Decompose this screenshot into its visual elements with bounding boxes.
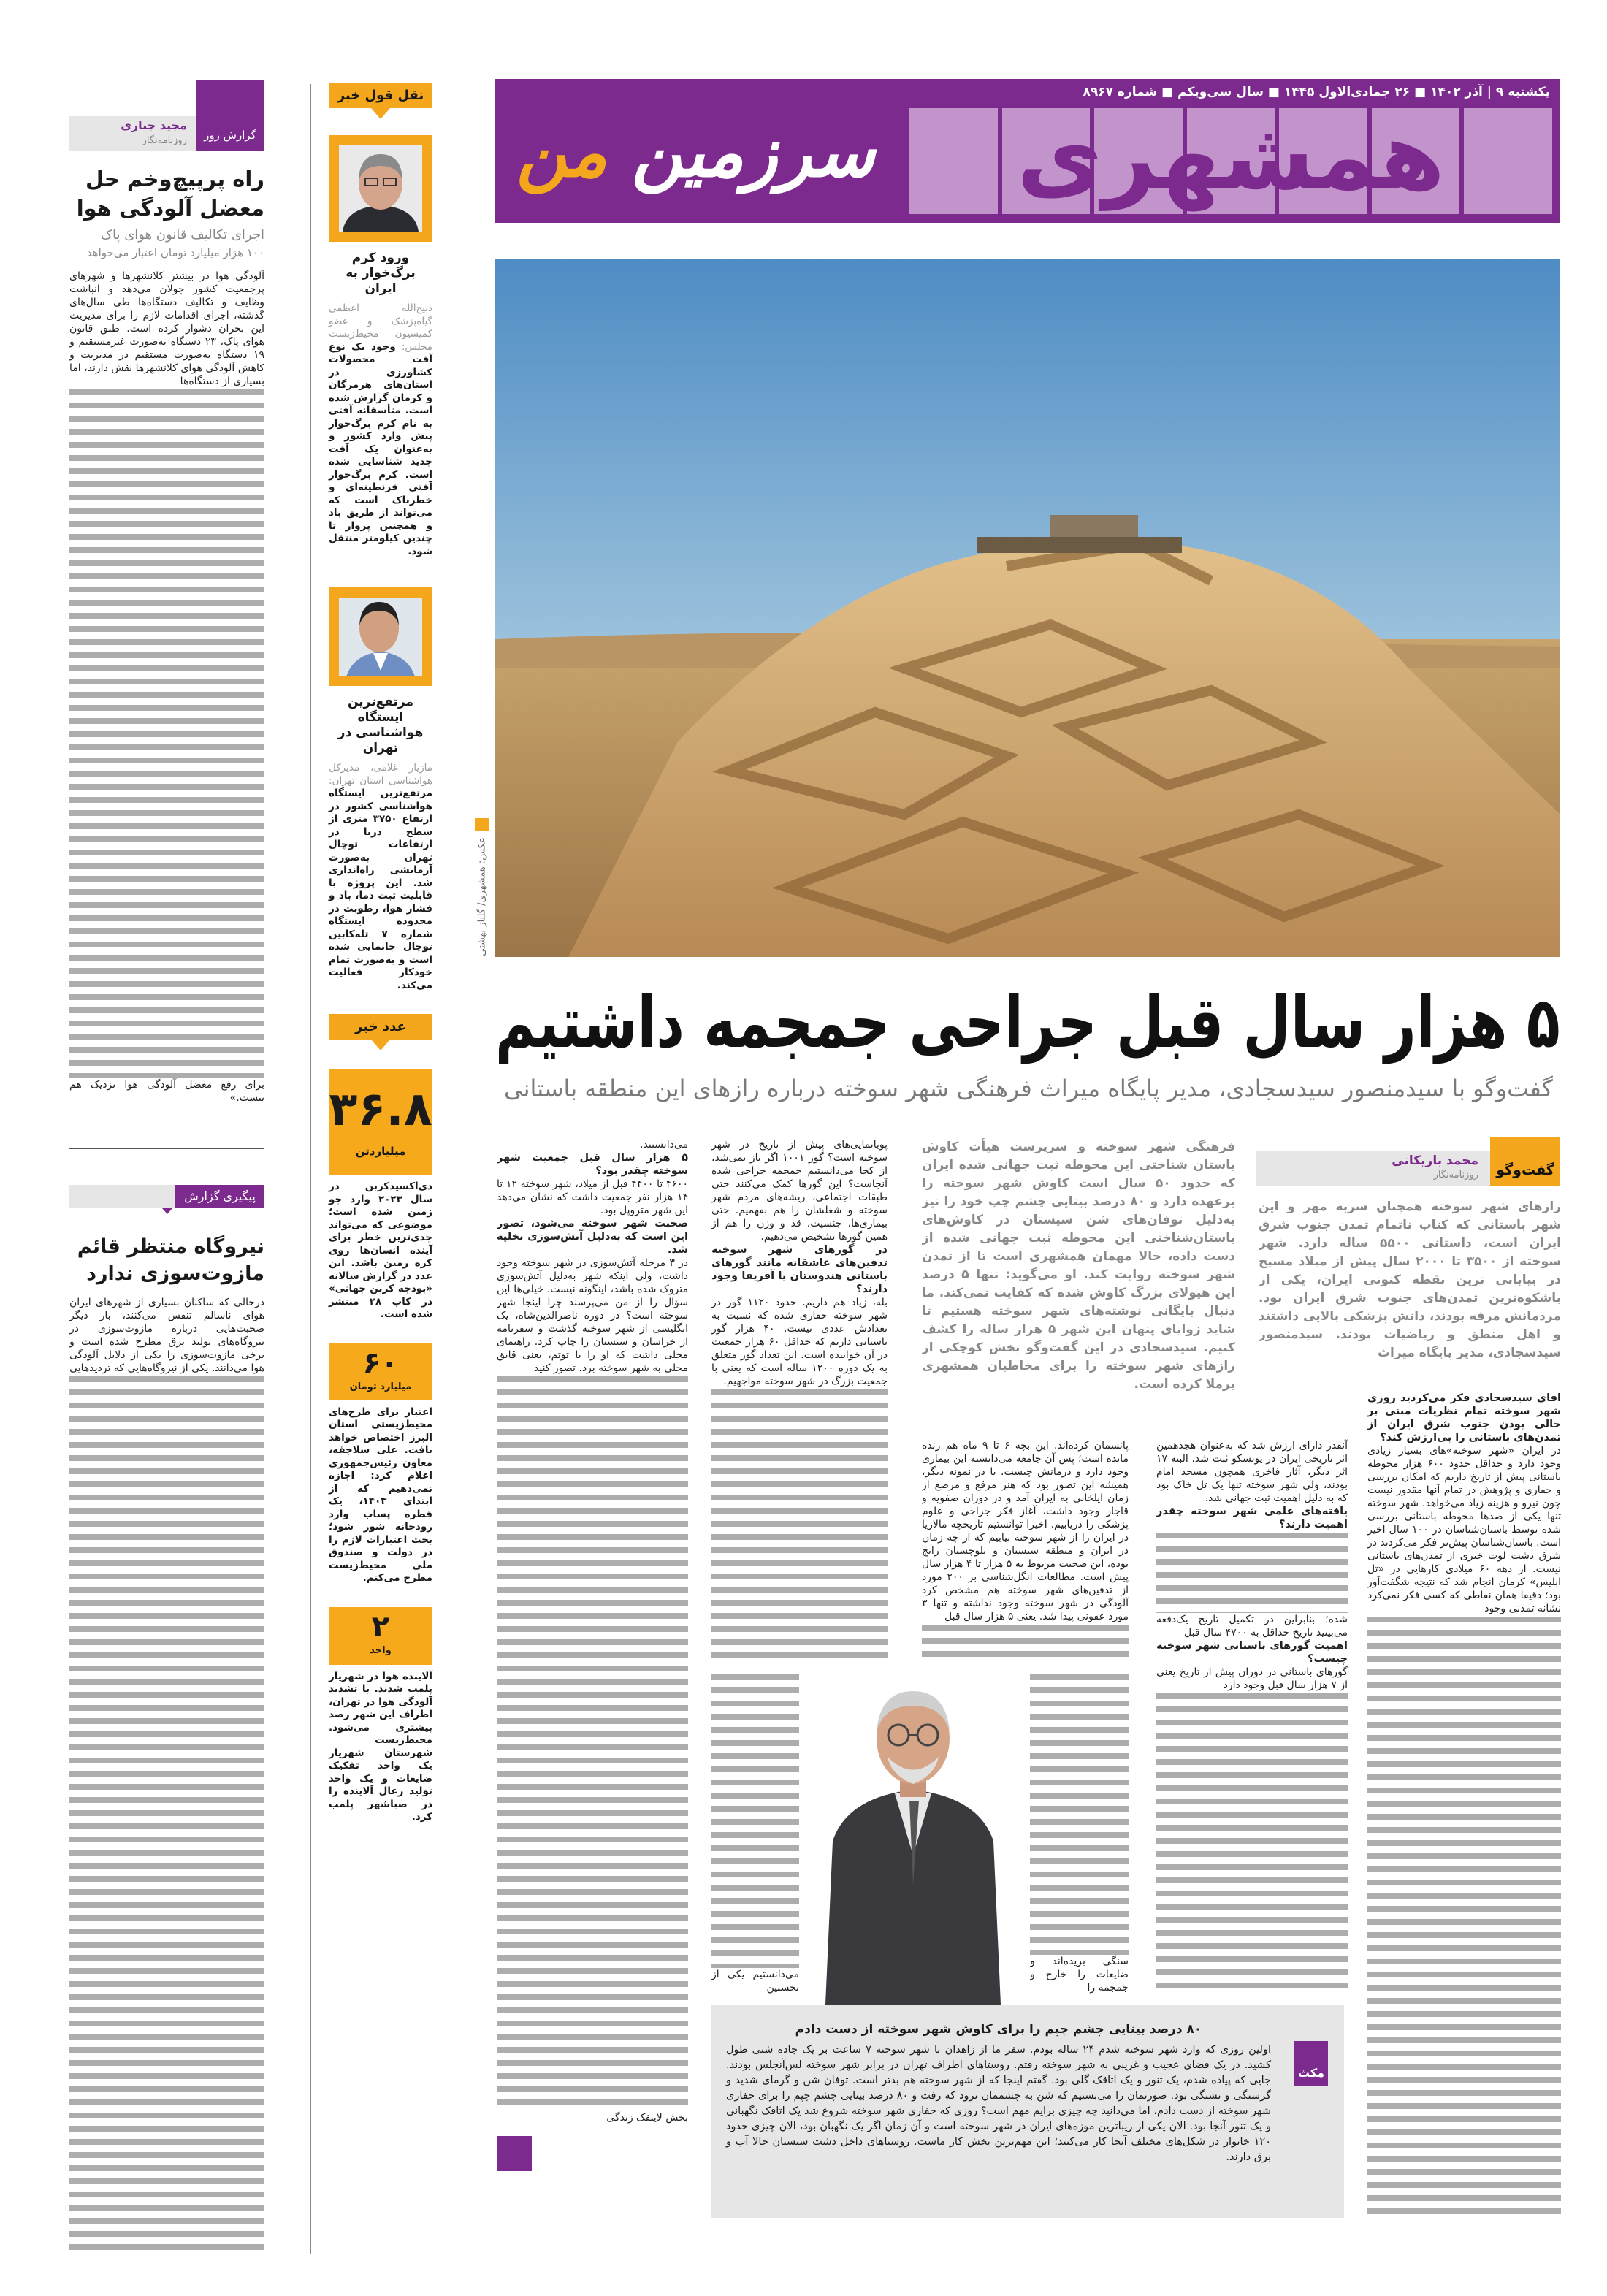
number-text-3: آلاینده هوا در شهریار پلمب شدند. با تشدید آلودگی هوا در تهران، اطراف این شهر رصد بیشتری می‌شود. محیط‌زیست شهرستان شهریار یک واحد تفکیک ضایعات و یک واحد تولید زغال آلاینده را در صباشهر پلمب کرد. [329,1670,432,1823]
quote-headline-2: مرتفع‌ترین ایستگاه هواشناسی در تهران [337,695,424,755]
number-value: ۶۰ [362,1346,399,1380]
article-column-4-narrow [711,1673,799,1994]
quotes-label: نقل قول خبر [329,83,432,108]
section-tag-daily-report: گزارش روز [196,80,264,151]
speaker-photo-1 [329,135,432,242]
answer: می‌دانستند. [640,1139,688,1151]
text-continuation [1156,1533,1348,1613]
divider [69,1148,264,1149]
quote-body: مرتفع‌ترین ایستگاه هواشناسی کشور در ارتفاع ۳۷۵۰ متری از سطح دریا در ارتفاعات توچال تهران به‌صورت آزمایشی راه‌اندازی شد. این پروژه با قابلیت ثبت دما، باد و فشار هوا، رطوبت در محدوده ایستگاه شماره ۷ تله‌کابین توچال جانمایی شده است و به‌صورت تمام خودکار فعالیت می‌کند. [329,787,432,991]
main-headline: ۵ هزار سال قبل جراحی جمجمه داشتیم [495,982,1560,1064]
report-paragraph: آلودگی هوا در بیشتر کلانشهرها و شهرهای پرجمعیت کشور جولان می‌دهد و انباشت وظایف و تکالیف دستگاه‌ها طی سال‌های گذشته، اجرای اقدامات لازم را برای مدیریت این بحران دشوار کرده است. طبق قانون هوای پاک، ۲۳ دستگاه به‌صورت غیرمستقیم و ۱۹ دستگاه به‌صورت مستقیم در مدیریت و کاهش آلودگی هوای کلانشهرها نقش دارند، اما بسیاری از دستگاه‌ها [69,270,264,387]
column-tail: سنگی بریده‌اند و ضایعات را خارج و جمجمه را [1030,1956,1129,1994]
main-headline-box [495,975,1560,1070]
report-subtitle-2: ۱۰۰ هزار میلیارد تومان اعتبار می‌خواهد [86,246,264,259]
daily-report [69,164,264,1105]
article-column-2 [1156,1439,1348,1994]
tag-bar [69,1185,175,1208]
lead-text-1: رازهای شهر سوخته همچنان سربه مهر و این شهر باستانی که کتاب ناتمام تمدن جنوب شرق ایران است، داستانی ۵۵۰۰ ساله دارد. شهر سوخته از ۳۵۰۰ تا ۲۰۰۰ سال پیش از میلاد مسیح در بیابانی ترین نقطه کنونی ایران، یکی از باشکوه‌ترین تمدن‌های جنوب شرق ایران بود. مردمانش مرفه بودند، دانش پزشکی بالایی داشتند و اهل منطق و ریاضیات بودند. سیدمنصور سیدسجادی، مدیر پایگاه میراث [1259,1200,1561,1360]
number-box-1 [329,1069,432,1175]
date-line [995,85,1550,99]
answer: در ۳ مرحله آتش‌سوزی در شهر سوخته وجود داشت، ولی اینکه شهر به‌دلیل آتش‌سوزی متروک شده باشد، اینگونه نیست. خیلی‌ها این سؤال را از من می‌پرسند چرا اینجا شهر سوخته است؟ در دوره ناصرالدین‌شاه، یک انگلیسی از شهر سوخته گذشت و سفرنامه از خراسان و سیستان را چاپ کرد. راهنمای محلی داشت که او را با توتم، یعنی قایق محلی به شهر سوخته برد. تصور کنید [497,1257,688,1374]
number-box-3 [329,1607,432,1665]
lead-paragraph-2 [922,1138,1235,1430]
lead-text-2: فرهنگی شهر سوخته و سرپرست هیأت کاوش باستان شناختی این محوطه ثبت جهانی شده ایران که حدود ۵۰ سال است کاوش شهر سوخته را برعهده دارد و ۸۰ درصد بینایی چشم چپ خود را نیز به‌دلیل توفان‌های شن سیستان در کاوش‌های باستان‌شناختی این محوطه ثبت جهانی شده از دست داده، حالا مهمان همشهری است تا از تمدن شهر سوخته روایت کند. او می‌گوید: تنها ۵ درصد این هیولای بزرگ کاوش شده که کفایت نمی‌کند. ما دنبال بایگانی نوشته‌های شهر سوخته هستیم تا شاید زوایای پنهان این شهر ۵ هزار ساله را کشف کنیم. سیدسجادی در این گفت‌وگو بخش کوچکی از رازهای شهر سوخته را برای مخاطبان همشهری برملا کرده است. [922,1140,1235,1392]
article-column-3-narrow [1030,1673,1129,1994]
answer: ۴۶۰۰ تا ۴۴۰۰ قبل از میلاد، شهر سوخته ۱۲ تا ۱۴ هزار نفر جمعیت داشت که نشان می‌دهد این شهر متروپل بود. [497,1178,688,1216]
number-box-2 [329,1343,432,1400]
speaker-photo-2 [329,587,432,686]
answer: گورهای باستانی در دوران پیش از تاریخ یعنی از ۷ هزار سال قبل وجود دارد [1156,1666,1348,1691]
followup-paragraph: درحالی که ساکنان بسیاری از شهرهای ایران هوای ناسالم تنفس می‌کنند، بار دیگر صحبت‌هایی درباره مازوت‌سوزی در نیروگاه‌های تولید برق مطرح شده است و برخی مازوت‌سوزی را یکی از دلایل آلودگی هوا می‌دانند. یکی از نیروگاه‌هایی که تردیدهایی [69,1297,264,1374]
author-role: روزنامه‌نگار [142,135,187,146]
photo-credit-text: عکس: همشهری/ گلناز بهشتی [476,837,488,956]
main-subtitle: گفت‌وگو با سیدمنصور سیدسجادی، مدیر پایگاه میراث فرهنگی شهر سوخته درباره رازهای این منطقه باستانی [504,1075,1553,1102]
report-headline: راه پرپیچ‌وخم حل معضل آلودگی هوا [76,167,264,221]
answer: پانسمان کرده‌اند. این بچه ۶ تا ۹ ماه هم زنده مانده است؛ پس آن جامعه می‌دانسته این بیماری وجود دارد و درمانش چیست. یا در نمونه دیگر، همیشه این تصور بود که هنر مرقع و مرصع از زمان ایلخانی به ایران آمد و در دوران صفویه و قاجار وجود داشت، آغاز فکر جراحی و علوم پزشکی را دریابیم. اخیرا توانستیم تاریخچه مالاریا در ایران را از شهر سوخته بیابیم که از چه زمان در ایران و منطقه سیستان و بلوچستان رایج بوده، این صحبت مربوط به ۵ هزار تا ۴ هزار سال پیش است. مطالعات انگل‌شناسی بر ۲۰۰ مورد از تدفین‌های شهر سوخته هم مشخص کرد آلودگی در شهر سوخته وجود نداشته و تنها ۳ مورد عفونی پیدا شد. یعنی ۵ هزار سال قبل [922,1440,1129,1622]
text-continuation [69,389,264,1078]
column-tail: بخش لاینفک زندگی [606,2112,688,2124]
byline-bar [69,116,196,151]
answer: شده؛ بنابراین در تکمیل تاریخ یک‌دفعه می‌بینید تاریخ حداقل به ۴۷۰۰ سال قبل [1156,1614,1348,1639]
number-unit: میلیاردتن [355,1145,406,1158]
masthead [495,79,1560,223]
sidebar-body: اولین روزی که وارد شهر سوخته شدم ۲۴ ساله بودم. سفر ما از زاهدان تا شهر سوخته ۷ ساعت بر یک جاده شنی طول کشید. در یک فضای عجیب و غریبی به شهر سوخته رفتم. روستاهای اطراف تهران در برابر شهر سوخته لس‌آنجلس بودند. جایی که پیاده شدم، یک تنور و یک اتاقک گلی بود. گفتم اینجا که از شهر سوخته هم بدتر است. توفان شن و گرمای شدید و گرسنگی و تشنگی بود. صورتمان را می‌بستیم که شن به چشممان نرود که رفت و ۸۰ درصد بینایی چشم چپم را برای حفاری شهر سوخته از دست دادم، اما می‌دانید چه چیزی برایم مهم است؟ روزی که حفاری شهر سوخته شروع شد یک اتاقک نگهبانی و یک تنور آنجا بود. الان یکی از زیباترین موزه‌های ایران در شهر سوخته است و آن زمان اگر یک نگهبان بود، الان چیزی حدود ۱۲۰ خانوار در شکل‌های مختلف آنجا کار می‌کنند؛ این مهم‌ترین بخش کار ماست. روستاهای داخل دشت سیستان حالا آب و برق دارند. [726,2044,1271,2163]
answer: بله، زیاد هم داریم. حدود ۱۱۲۰ گور در شهر سوخته حفاری شده که نسبت به تعدادش عددی نیست. ۴۰ هزار گور باستانی داریم که حداقل ۶۰ هزار جمعیت در آن خوابیده است. این تعداد گور متعلق به یک دوره ۱۲۰۰ ساله است که یعنی با جمعیت بزرگ در شهر سوخته مواجهیم. [711,1297,888,1387]
text-continuation [711,1389,888,1658]
report-ending: برای رفع معضل آلودگی هوا نزدیک هم نیست.» [69,1079,264,1104]
number-value: ۲ [371,1609,390,1644]
author-name: مجید جباری [121,118,187,132]
number-text-1: دی‌اکسیدکربن در سال ۲۰۲۳ وارد جو زمین شده است؛ موضوعی که می‌تواند جدی‌ترین خطر برای آینده انسان‌ها روی کره زمین باشد. این عدد در گزارش سالانه «بودجه کربن جهانی» در کاپ ۲۸ منتشر شده است. [329,1181,433,1320]
sidebar-box [711,2005,1344,2218]
column-tail: می‌دانستیم یکی از نخستین [711,1969,799,1994]
date-line-text: یکشنبه ۹ | آذر ۱۴۰۲ ■ ۲۶ جمادی‌الاول ۱۴۴۵ ■ سال سی‌ویکم ■ شماره ۸۹۶۷ [1083,85,1550,99]
quote-text-1 [329,302,432,558]
byline-bar [1256,1151,1490,1186]
answer: آنقدر دارای ارزش شد که به‌عنوان هجدهمین اثر تاریخی ایران در یونسکو ثبت شد. البته ۱۷ اثر دیگر، آثار فاخری همچون مسجد امام بودند، ولی شهر سوخته تنها یک تل خاک بود که به دلیل اهمیت ثبت جهانی شد. [1156,1440,1348,1504]
section-tag-interview: گفت‌وگو [1490,1137,1560,1186]
newspaper-logo: همشهری [1016,102,1446,211]
lead-paragraph-1 [1259,1198,1561,1384]
question: یافته‌های علمی شهر سوخته چقدر اهمیت دارند؟ [1156,1506,1348,1530]
text-continuation [711,1674,799,1968]
number-value: ۳۶.۸ [329,1083,432,1137]
section-tag-followup: پیگیری گزارش [175,1185,264,1208]
answer: پویانمایی‌های پیش از تاریخ در شهر سوخته است؟ گور ۱۰۰۱ اگر باز نمی‌شد، از کجا می‌دانستیم جمجمه جراحی شده آنجاست؟ این گورها کمک می‌کنند حتی طبقات اجتماعی، ریشه‌های مردم شهر سوخته و شغلشان را هم بفهمیم. حتی بیماری‌ها، جنسیت، قد و وزن را هم از همین گورها تشخیص می‌دهیم. [711,1139,888,1243]
sidebar-title: ۸۰ درصد بینایی چشم چپم را برای کاوش شهر سوخته از دست دادم [795,2022,1202,2037]
text-continuation [69,1376,264,2254]
credit-marker [475,818,489,831]
interviewee-photo [804,1666,1023,2005]
author-name: محمد باریکانی [1392,1153,1478,1168]
text-continuation [1367,1617,1561,2221]
question: صحبت شهر سوخته می‌شود، تصور این است که به‌دلیل آتش‌سوزی تخلیه شد. [497,1218,688,1256]
speaker-name: مازیار غلامی، مدیرکل هواشناسی استان تهران: [329,762,432,787]
article-end-marker [497,2136,532,2171]
sublogo [510,94,875,218]
article-column-4 [711,1138,888,1658]
question: اهمیت گورهای باستانی شهر سوخته چیست؟ [1156,1640,1348,1665]
tag-arrow [162,1208,172,1214]
number-unit: واحد [370,1644,392,1656]
question: ۵ هزار سال قبل جمعیت شهر سوخته چقدر بود؟ [497,1152,688,1177]
speaker-name: ذبیح‌الله اعظمی گیاه‌پزشک و عضو کمیسیون محیط‌زیست مجلس: [329,302,432,353]
question: آقای سیدسجادی فکر می‌کردید روزی شهر سوخته تمام نظریات مبنی بر خالی بودن جنوب شرق ایران از تمدن‌های باستانی را بی‌ارزش کند؟ [1367,1392,1561,1443]
photo-credit [467,811,497,964]
text-continuation [922,1625,1129,1658]
article-column-1 [1367,1392,1561,2221]
sublogo-white: سرزمین [631,111,875,193]
sublogo-orange: من [516,111,632,193]
followup-headline: نیروگاه منتظر قائم مازوت‌سوزی ندارد [77,1235,264,1285]
quote-body: وجود یک نوع آفت محصولات کشاورزی در استان‌های هرمزگان و کرمان گزارش شده است. متأسفانه آفتی به نام کرم برگ‌خوار پیش وارد کشور و به‌عنوان یک آفت جدید شناسایی شده است. کرم برگ‌خوار آفتی قرنطینه‌ای و خطرناک است که می‌تواند از طریق باد و همچنین پرواز تا چندین کیلومتر منتقل شود. [329,340,432,557]
text-continuation [1156,1693,1348,1994]
followup-report [69,1233,264,2254]
text-continuation [1030,1674,1129,1955]
author-role: روزنامه‌نگار [1433,1170,1478,1181]
report-subtitle-1: اجرای تکالیف قانون هوای پاک [100,227,264,243]
side-column [329,83,432,1824]
quote-text-2 [329,762,432,992]
sublogo-text [516,94,875,210]
sidebar-tag: مکث [1294,2041,1328,2086]
answer: در ایران «شهر سوخته»‌های بسیار زیادی وجود دارد و حداقل حدود ۶۰۰ هزار محوطه باستانی پیش از تاریخ داریم که امکان بررسی و حفاری و پژوهش در تمام آنها مقدور نیست چون نیرو و هزینه زیاد می‌خواهد. شهر سوخته تنها یکی از صدها محوطه باستانی بررسی شده توسط باستان‌شناسان در ۱۰۰ سال اخیر است. باستان‌شناسان پیش‌تر فکر می‌کردند در شرق دشت لوت خبری از تمدن‌های باستانی نیست. از دهه ۶۰ میلادی کارهایی در «تل ابلیس» کرمان انجام شد که نتیجه شگفت‌آور بود؛ دقیقا همان نقاطی که کسی فکر نمی‌کرد نشانه تمدنی وجود [1367,1445,1561,1614]
main-subtitle-box [504,1072,1553,1105]
text-continuation [497,1376,688,2111]
article-column-5 [497,1138,688,2124]
numbers-label: عدد خبر [329,1014,432,1040]
article-column-3 [922,1439,1129,1658]
question: در گورهای شهر سوخته تدفین‌های عاشقانه مانند گورهای باستانی هندوستان یا آفریقا وجود دارند؟ [711,1244,888,1295]
quote-headline-1: ورود کرم برگ‌خوار به ایران [346,251,416,296]
column-rule [310,84,311,2254]
number-text-2: اعتبار برای طرح‌های محیط‌زیستی استان البرز اختصاص خواهد یافت. علی سلاجقه، معاون رئیس‌جمهوری اعلام کرد: اجازه نمی‌دهیم که از ابتدای ۱۴۰۳، یک قطره پساب وارد رودخانه شور شود؛ بحث اعتبارات لازم را در دولت و صندوق ملی محیط‌زیست مطرح می‌کنم. [329,1406,432,1584]
number-unit: میلیارد تومان [349,1381,412,1392]
main-photo-shahr-e-sukhteh [495,259,1560,957]
